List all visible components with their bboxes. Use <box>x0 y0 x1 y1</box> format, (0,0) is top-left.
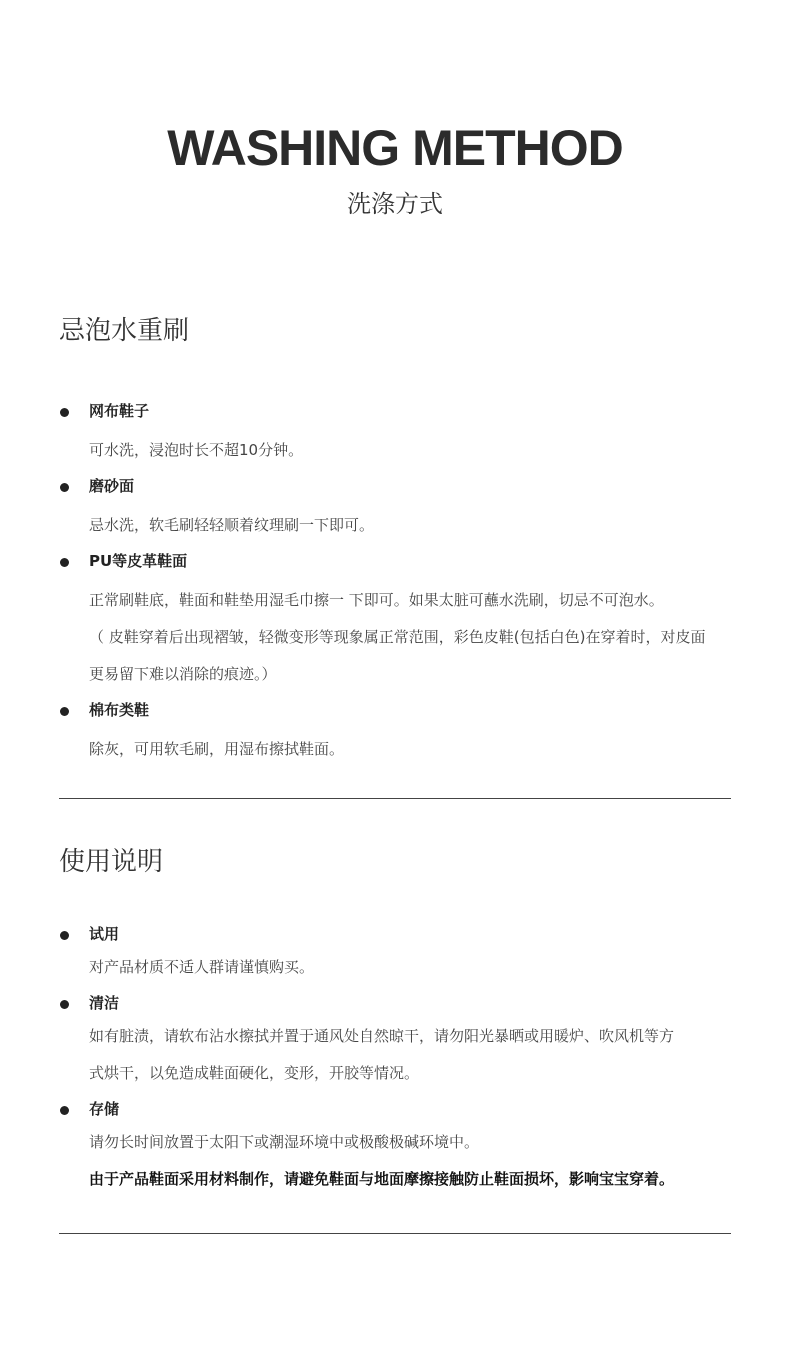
description-line: 对产品材质不适人群请谨慎购买。 <box>89 958 315 976</box>
item-description <box>59 731 731 768</box>
section-title: 忌泡水重刷 <box>59 316 190 346</box>
list-item <box>59 992 731 1092</box>
description-line: （ 皮鞋穿着后出现褶皱，轻微变形等现象属正常范围，彩色皮鞋(包括白色)在穿着时，对皮面 <box>89 628 706 646</box>
item-title: 试用 <box>89 925 120 943</box>
item-title: PU等皮革鞋面 <box>89 552 188 570</box>
item-description <box>59 432 731 469</box>
description-line: 可水洗，浸泡时长不超10分钟。 <box>89 441 304 459</box>
description-line: 除灰，可用软毛刷，用湿布擦拭鞋面。 <box>89 740 345 758</box>
header <box>0 118 790 220</box>
bullet-icon <box>60 558 69 567</box>
section-no-soaking <box>59 314 731 768</box>
bullet-icon <box>60 707 69 716</box>
list-item <box>59 923 731 986</box>
item-description <box>59 507 731 544</box>
section-divider <box>59 798 731 799</box>
item-title: 棉布类鞋 <box>89 701 150 719</box>
description-line: 正常刷鞋底，鞋面和鞋垫用湿毛巾擦一 下即可。如果太脏可蘸水洗刷，切忌不可泡水。 <box>89 591 664 609</box>
list-item <box>59 699 731 768</box>
item-description <box>59 582 731 693</box>
page-title: WASHING METHOD <box>167 120 623 176</box>
bullet-icon <box>60 931 69 940</box>
list-item <box>59 400 731 469</box>
description-line: 忌水洗，软毛刷轻轻顺着纹理刷一下即可。 <box>89 516 375 534</box>
warning-note: 由于产品鞋面采用材料制作，请避免鞋面与地面摩擦接触防止鞋面损坏，影响宝宝穿着。 <box>89 1170 675 1188</box>
bullet-icon <box>60 1000 69 1009</box>
section-usage-instructions <box>59 845 731 1198</box>
bullet-icon <box>60 483 69 492</box>
item-title: 存储 <box>89 1100 120 1118</box>
item-title: 清洁 <box>89 994 120 1012</box>
section-title: 使用说明 <box>59 847 164 877</box>
list-item <box>59 475 731 544</box>
item-title: 网布鞋子 <box>89 402 150 420</box>
item-description <box>59 1124 731 1198</box>
page-subtitle: 洗涤方式 <box>347 190 443 218</box>
bullet-icon <box>60 1106 69 1115</box>
item-description <box>59 1018 731 1092</box>
item-list <box>59 400 731 768</box>
bullet-icon <box>60 408 69 417</box>
description-line: 式烘干，以免造成鞋面硬化，变形，开胶等情况。 <box>89 1064 420 1082</box>
item-list <box>59 923 731 1198</box>
description-line: 如有脏渍，请软布沾水擦拭并置于通风处自然晾干，请勿阳光暴晒或用暖炉、吹风机等方 <box>89 1027 675 1045</box>
description-line: 请勿长时间放置于太阳下或潮湿环境中或极酸极碱环境中。 <box>89 1133 480 1151</box>
item-title: 磨砂面 <box>89 477 135 495</box>
description-line: 更易留下难以消除的痕迹。） <box>89 665 277 683</box>
list-item <box>59 1098 731 1198</box>
section-divider <box>59 1233 731 1234</box>
list-item <box>59 550 731 693</box>
item-description <box>59 949 731 986</box>
